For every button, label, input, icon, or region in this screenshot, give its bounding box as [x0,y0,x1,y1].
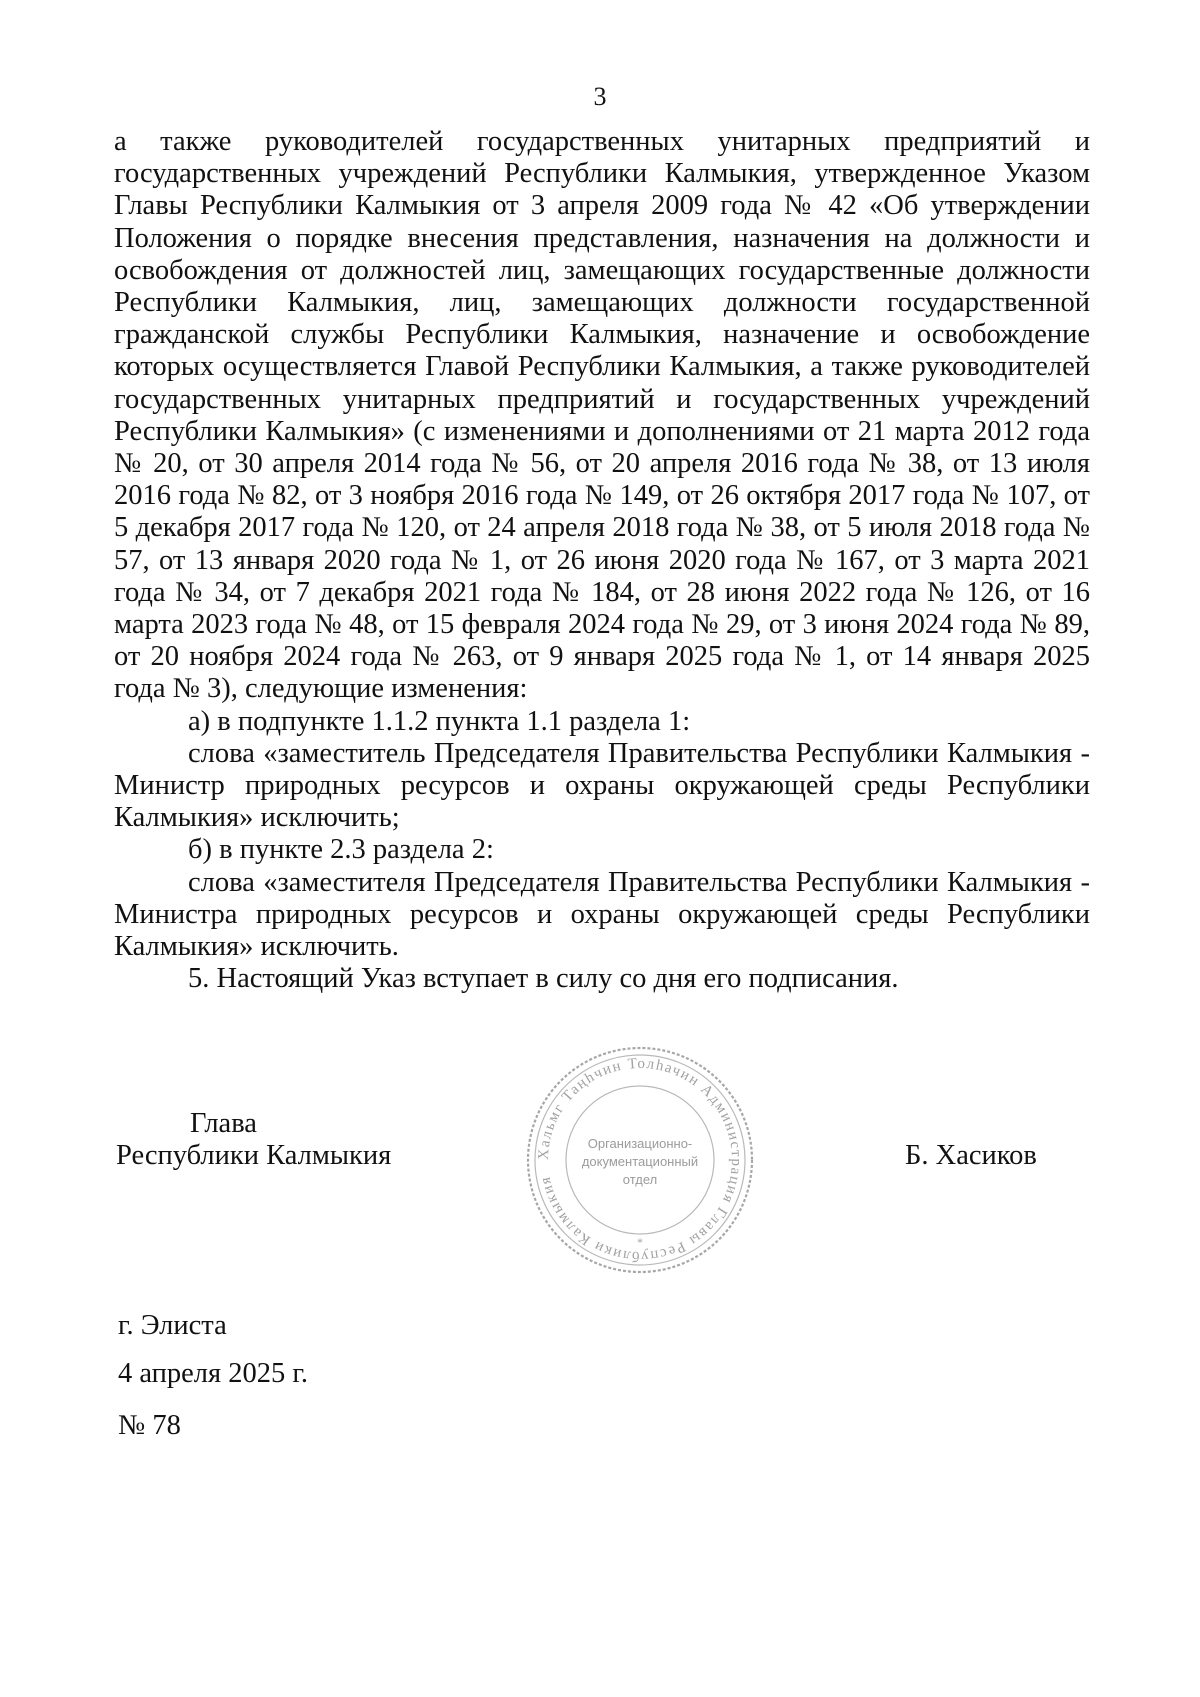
signatory-title-line-2: Республики Калмыкия [116,1140,392,1171]
svg-text:*: * [637,1235,643,1249]
page-number: 3 [593,82,607,111]
item-a-text: слова «заместитель Председателя Правительства Республики Калмыкия - Министр природных ресурсов и охраны окружающей среды Республики Калмыкия» исключить; [114,737,1090,834]
signatory-name: Б. Хасиков [905,1140,1037,1171]
seal-inner-text-2: документационный [581,1154,699,1169]
seal-inner-text-3: отдел [622,1172,658,1187]
place-of-signing: г. Элиста [118,1310,227,1341]
decree-date: 4 апреля 2025 г. [118,1358,308,1389]
item-5-entry-into-force: 5. Настоящий Указ вступает в силу со дня его подписания. [188,963,899,995]
paragraph-amendment-intro: а также руководителей государственных унитарных предприятий и государственных учреждений Республики Калмыкия, утвержденное Указом Главы Республики Калмыкия от 3 апреля 2009 года № 42 «Об утверждении Положения о порядке внесения представления, назначения на должности и освобождения от должностей лиц, замещающих государственные должности Республики Калмыкия, лиц, замещающих должности государственной гражданской службы Республики Калмыкия, назначение и освобождение которых осуществляется Главой Республики Калмыкия, а также руководителей государственных унитарных предприятий и государственных учреждений Республики Калмыкия» (с изменениями и дополнениями от 21 марта 2012 года № 20, от 30 апреля 2014 года № 56, от 20 апреля 2016 года № 38, от 13 июля 2016 года № 82, от 3 ноября 2016 года № 149, от 26 октября 2017 года № 107, от 5 декабря 2017 года № 120, от 24 апреля 2018 года № 38, от 5 июля 2018 года № 57, от 13 января 2020 года № 1, от 26 июня 2020 года № 167, от 3 марта 2021 года № 34, от 7 декабря 2021 года № 184, от 28 июня 2022 года № 126, от 16 марта 2023 года № 48, от 15 февраля 2024 года № 29, от 3 июня 2024 года № 89, от 20 ноября 2024 года № 263, от 9 января 2025 года № 1, от 14 января 2025 года № 3), следующие изменения: [114,126,1090,705]
decree-number: № 78 [118,1410,181,1441]
item-b-heading: б) в пункте 2.3 раздела 2: [188,834,494,866]
seal-inner-text-1: Организационно- [587,1136,693,1151]
item-b-text: слова «заместителя Председателя Правительства Республики Калмыкия - Министра природных ресурсов и охраны окружающей среды Республики Калмыкия» исключить. [114,866,1090,963]
seal-outer-text: Хальмг Таңһчин Толһачин Администрация Главы Республики Калмыкия [535,1055,745,1265]
official-seal-stamp [520,1040,760,1280]
decree-body [114,126,1090,995]
item-a-heading: а) в подпункте 1.1.2 пункта 1.1 раздела 1: [188,705,691,737]
signatory-title-line-1: Глава [190,1108,257,1139]
